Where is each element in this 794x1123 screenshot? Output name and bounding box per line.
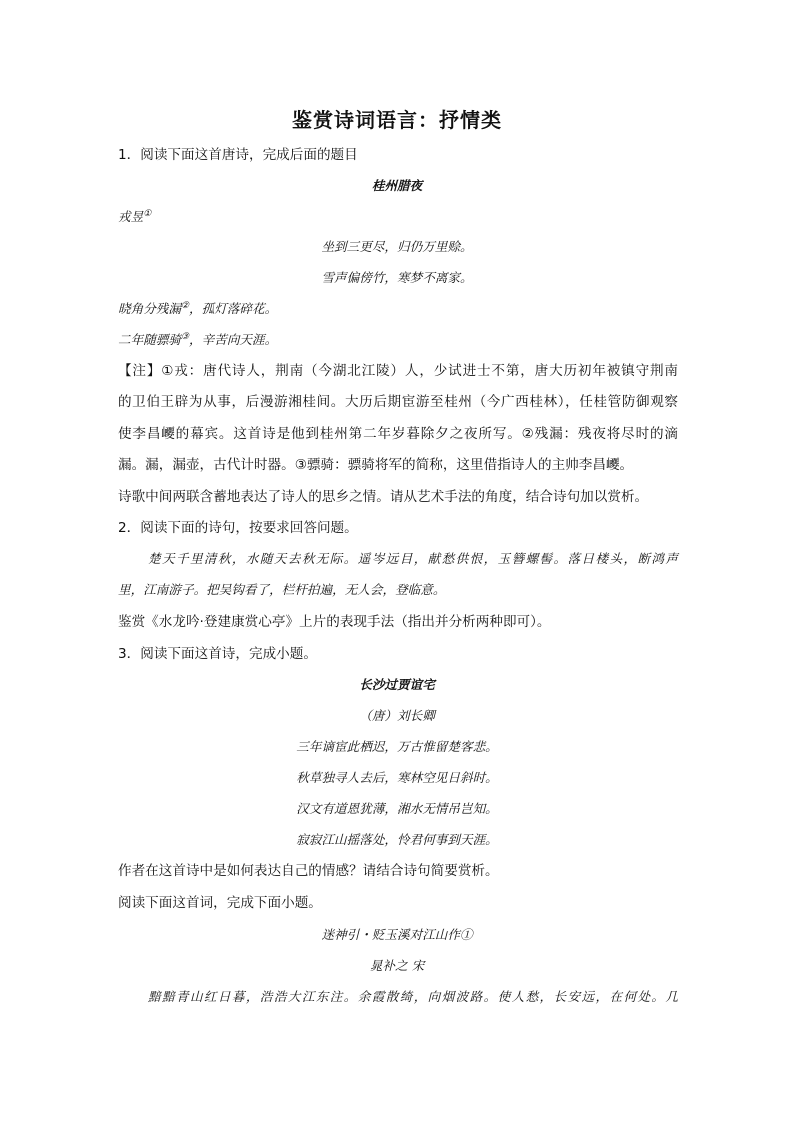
q1-prompt: 1．阅读下面这首唐诗，完成后面的题目 xyxy=(118,147,358,163)
q1-line4-a: 二年随骠骑 xyxy=(118,332,181,347)
page-title: 鉴赏诗词语言：抒情类 xyxy=(292,108,502,132)
q3-poem-line-1: 三年谪宦此栖迟，万古惟留楚客悲。 xyxy=(296,739,498,754)
q3-question: 作者在这首诗中是如何表达自己的情感？请结合诗句简要赏析。 xyxy=(118,863,499,879)
q1-line3-a: 晓角分残漏 xyxy=(118,301,181,316)
q1-author xyxy=(118,207,151,227)
q1-line4-mark: ③ xyxy=(180,331,190,342)
q1-line3-mark: ② xyxy=(180,300,190,311)
q2-text-line-2: 里，江南游子。把吴钩看了，栏杆拍遍，无人会，登临意。 xyxy=(118,582,446,597)
q3-prompt: 3．阅读下面这首诗，完成小题。 xyxy=(118,646,317,662)
q3-author: （唐）刘长卿 xyxy=(359,708,435,723)
q3-poem-title: 长沙过贾谊宅 xyxy=(359,677,435,692)
q2-text-line-1: 楚天千里清秋，水随天去秋无际。遥岑远目，献愁供恨，玉簪螺髻。落日楼头，断鸿声 xyxy=(148,551,678,566)
q3-poem-line-2: 秋草独寻人去后，寒林空见日斜时。 xyxy=(296,770,498,785)
q3-poem-line-3: 汉文有道恩犹薄，湘水无情吊岂知。 xyxy=(296,801,498,816)
q1-note-line-4: 漏。漏，漏壶，古代计时器。③骠骑：骠骑将军的简称，这里借指诗人的主帅李昌巎。 xyxy=(118,457,634,473)
q1-author-mark: ① xyxy=(143,208,152,219)
q1-question: 诗歌中间两联含蓄地表达了诗人的思乡之情。请从艺术手法的角度，结合诗句加以赏析。 xyxy=(118,489,649,505)
q4-poem-title: 迷神引・贬玉溪对江山作① xyxy=(321,927,473,942)
q1-poem-title: 桂州腊夜 xyxy=(371,178,423,193)
q1-note-line-3: 使李昌巎的幕宾。这首诗是他到桂州第二年岁暮除夕之夜所写。②残漏：残夜将尽时的滴 xyxy=(118,426,678,442)
q2-question: 鉴赏《水龙吟·登建康赏心亭》上片的表现手法（指出并分析两种即可）。 xyxy=(118,614,551,630)
q1-poem-line-2: 雪声偏傍竹，寒梦不离家。 xyxy=(321,270,473,285)
q2-prompt: 2．阅读下面的诗句，按要求回答问题。 xyxy=(118,520,358,536)
q1-line4-b: ，辛苦向天涯。 xyxy=(189,332,278,347)
q1-line3-b: ，孤灯落碎花。 xyxy=(189,301,278,316)
q1-poem-line-3 xyxy=(118,299,277,319)
q3-poem-line-4: 寂寂江山摇落处，怜君何事到天涯。 xyxy=(296,832,498,847)
q1-author-name: 戎昱 xyxy=(118,209,144,224)
q1-poem-line-1: 坐到三更尽，归仍万里赊。 xyxy=(321,239,473,254)
q1-note-line-1: 【注】①戎：唐代诗人，荆南（今湖北江陵）人，少试进士不第，唐大历初年被镇守荆南 xyxy=(118,363,678,379)
q1-poem-line-4 xyxy=(118,330,277,350)
q4-author: 晁补之 宋 xyxy=(369,958,425,973)
q4-prompt: 阅读下面这首词，完成下面小题。 xyxy=(118,895,322,911)
q1-note-line-2: 的卫伯王辟为从事，后漫游湘桂间。大历后期宦游至桂州（今广西桂林），任桂管防御观察 xyxy=(118,394,678,410)
q4-text-line-1: 黯黯青山红日暮，浩浩大江东注。余霞散绮，向烟波路。使人愁，长安远，在何处。几 xyxy=(148,989,678,1004)
